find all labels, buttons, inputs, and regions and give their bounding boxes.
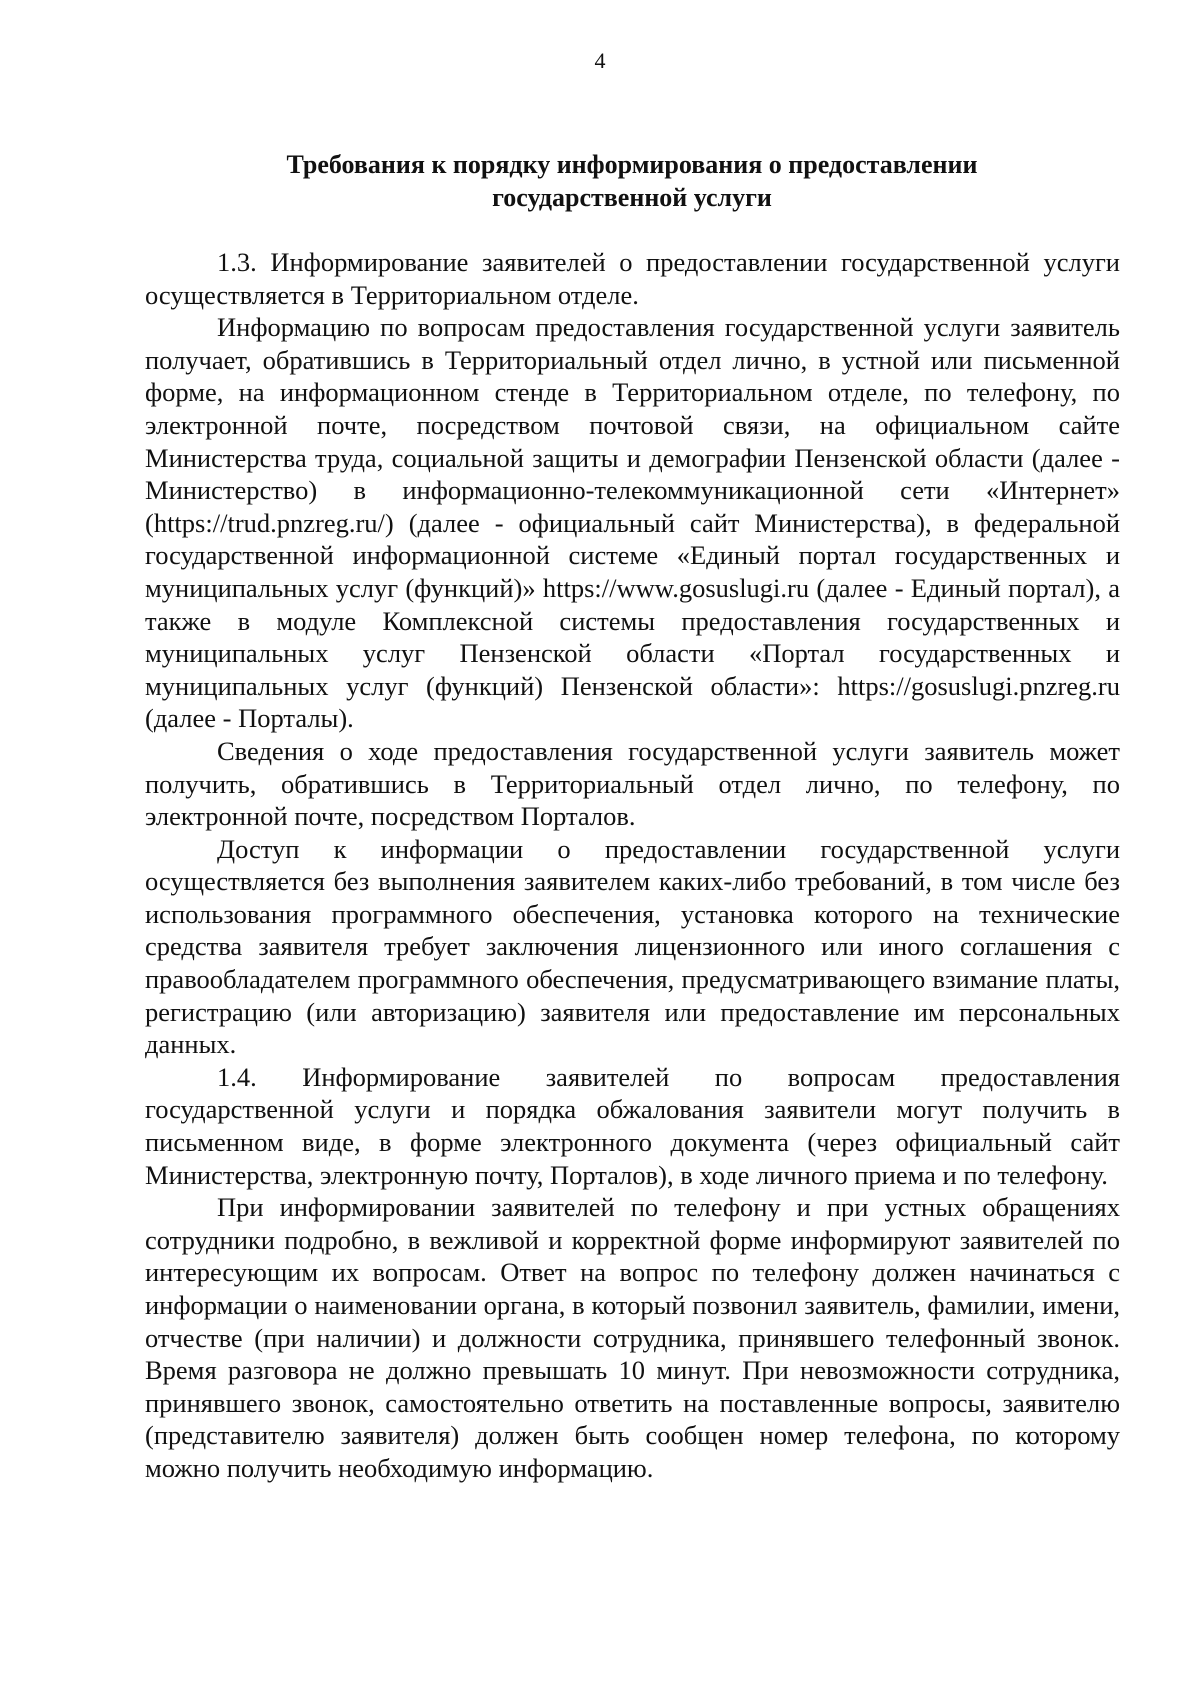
paragraph-1-4: 1.4. Информирование заявителей по вопросам предоставления государственной услуги и порядка обжалования заявители могут получить в письменном виде, в форме электронного документа (через официальный сайт Министерства, электронную почту, Порталов), в ходе личного приема и по телефону. [145, 1061, 1120, 1190]
paragraph-info-channels: Информацию по вопросам предоставления государственной услуги заявитель получает, обратившись в Территориальный отдел лично, в устной или письменной форме, на информационном стенде в Территориальном отделе, по телефону, по электронной почте, посредством почтовой связи, на официальном сайте Министерства труда, социальной защиты и демографии Пензенской области (далее - Министерство) в информационно-телекоммуникационной сети «Интернет» (https://trud.pnzreg.ru/) (далее - официальный сайт Министерства), в федеральной государственной информационной системе «Единый портал государственных и муниципальных услуг (функций)» https://www.gosuslugi.ru (далее - Единый портал), а также в модуле Комплексной системы предоставления государственных и муниципальных услуг Пензенской области «Портал государственных и муниципальных услуг (функций) Пензенской области»: https://gosuslugi.pnzreg.ru (далее - Порталы). [145, 312, 1120, 734]
paragraph-1-3: 1.3. Информирование заявителей о предоставлении государственной услуги осуществляется в Территориальном отделе. [145, 247, 1120, 310]
section-heading-line-1: Требования к порядку информирования о предоставлении [286, 150, 978, 179]
paragraph-phone-info: При информировании заявителей по телефону и при устных обращениях сотрудники подробно, в вежливой и корректной форме информируют заявителей по интересующим их вопросам. Ответ на вопрос по телефону должен начинаться с информации о наименовании органа, в который позвонил заявитель, фамилии, имени, отчестве (при наличии) и должности сотрудника, принявшего телефонный звонок. Время разговора не должно превышать 10 минут. При невозможности сотрудника, принявшего звонок, самостоятельно ответить на поставленные вопросы, заявителю (представителю заявителя) должен быть сообщен номер телефона, по которому можно получить необходимую информацию. [145, 1192, 1120, 1483]
section-heading [145, 148, 1119, 214]
section-heading-line-2: государственной услуги [492, 183, 772, 212]
paragraph-access-info: Доступ к информации о предоставлении государственной услуги осуществляется без выполнения заявителем каких-либо требований, в том числе без использования программного обеспечения, установка которого на технические средства заявителя требует заключения лицензионного или иного соглашения с правообладателем программного обеспечения, предусматривающего взимание платы, регистрацию (или авторизацию) заявителя или предоставление им персональных данных. [145, 833, 1120, 1060]
page-number: 4 [594, 48, 606, 73]
body-text [145, 246, 1120, 1485]
paragraph-progress-info: Сведения о ходе предоставления государственной услуги заявитель может получить, обратившись в Территориальный отдел лично, по телефону, по электронной почте, посредством Порталов. [145, 735, 1120, 832]
